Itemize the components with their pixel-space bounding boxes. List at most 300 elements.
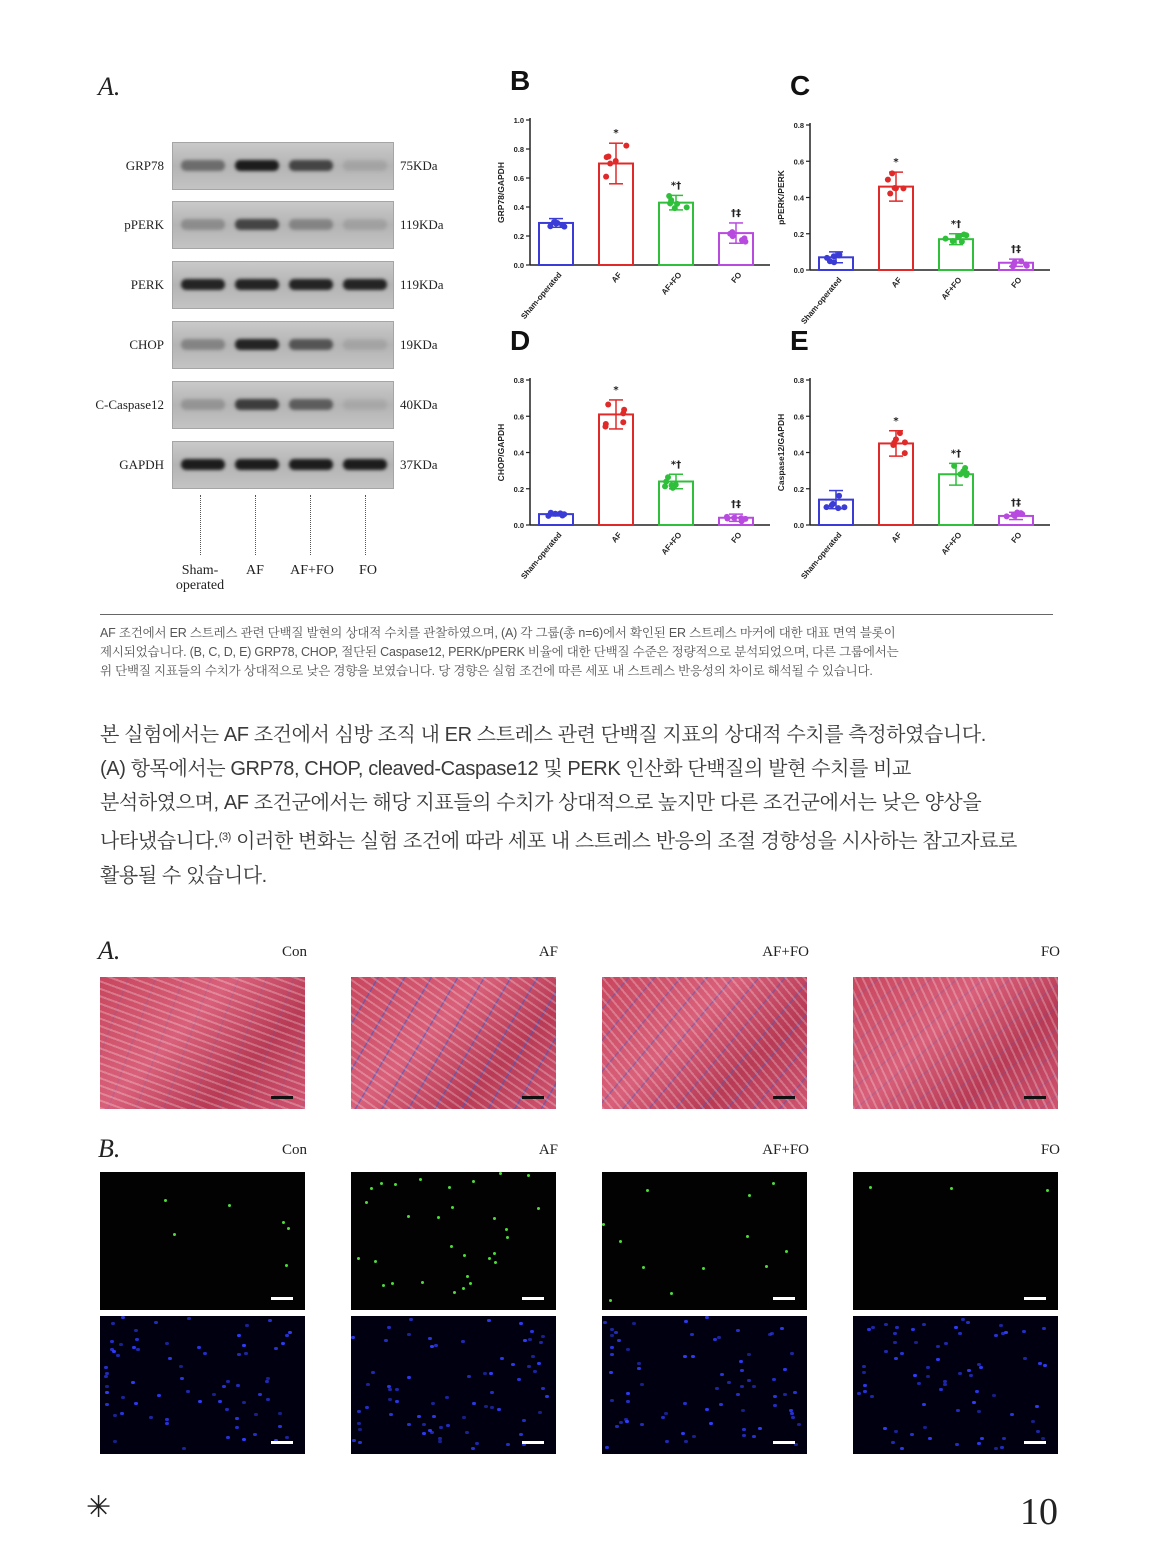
nucleus-spot (741, 1409, 745, 1412)
nucleus-spot (1042, 1327, 1046, 1330)
nucleus-spot (462, 1416, 466, 1419)
fluor-spot (448, 1186, 451, 1189)
trichrome-image (100, 977, 305, 1109)
nucleus-spot (357, 1410, 361, 1413)
data-point (602, 424, 608, 430)
fluor-spot (164, 1199, 167, 1202)
data-point (603, 174, 609, 180)
fluor-spot (421, 1281, 424, 1284)
blot-band (343, 399, 387, 410)
significance-marker: * (613, 384, 619, 396)
fluor-spot (1046, 1189, 1049, 1192)
significance-marker: †‡ (1011, 497, 1021, 509)
tunel-image (602, 1172, 807, 1310)
nucleus-spot (936, 1358, 940, 1361)
nucleus-spot (961, 1318, 965, 1321)
fluor-spot (746, 1235, 749, 1238)
nucleus-spot (539, 1341, 543, 1344)
body-paragraph: 본 실험에서는 AF 조건에서 심방 조직 내 ER 스트레스 관련 단백질 지표의 상대적 수치를 측정하였습니다. (A) 항목에서는 GRP78, CHOP, cleaved-Caspase12 및 PERK 인산화 단백질의 발현 수치를 비교 분석하였으며, AF 조건군에서는 해당 지표들의 수치가 상대적으로 높지만 다른 조건군에서는 낮은 양상을 나타냈습니다.$^{(3)}$ 이러한 변화는 실험 조건에 따라 세포 내 스트레스 반응의 조절 경향성을 시사하는 참고자료로 활용될 수 있습니다. (100, 724, 1017, 887)
nucleus-spot (736, 1393, 740, 1396)
nucleus-spot (527, 1365, 531, 1368)
dapi-image (100, 1316, 305, 1454)
fluor-spot (785, 1250, 788, 1253)
nucleus-spot (434, 1344, 438, 1347)
data-point (557, 510, 563, 516)
data-point (887, 190, 893, 196)
nucleus-spot (783, 1368, 787, 1371)
bar (599, 414, 633, 525)
nucleus-spot (999, 1324, 1003, 1327)
trichrome-image (351, 977, 556, 1109)
y-tick-label: 0.8 (793, 376, 804, 385)
nucleus-spot (157, 1394, 161, 1397)
nucleus-spot (683, 1355, 687, 1358)
nucleus-spot (244, 1352, 248, 1355)
nucleus-spot (632, 1322, 636, 1325)
blot-band (181, 160, 225, 171)
blot-band (235, 399, 279, 410)
nucleus-spot (179, 1365, 183, 1368)
nucleus-spot (226, 1380, 230, 1383)
significance-marker: *† (950, 218, 962, 230)
scale-bar (522, 1297, 544, 1300)
nucleus-spot (977, 1363, 981, 1366)
data-point (674, 201, 680, 207)
fluor-spot (365, 1201, 368, 1204)
data-point (724, 515, 730, 521)
nucleus-spot (870, 1395, 874, 1398)
nucleus-spot (609, 1371, 613, 1374)
nucleus-spot (715, 1387, 719, 1390)
nucleus-spot (1002, 1437, 1006, 1440)
category-label: AF+FO (659, 530, 684, 557)
nucleus-spot (222, 1385, 226, 1388)
category-label: Sham-operated (519, 270, 564, 321)
y-tick-label: 0.0 (793, 266, 804, 275)
nucleus-spot (772, 1378, 776, 1381)
nucleus-spot (517, 1378, 521, 1381)
nucleus-spot (110, 1340, 114, 1343)
data-point (831, 259, 837, 265)
nucleus-spot (285, 1436, 289, 1439)
blot-band (289, 160, 333, 171)
fluor-spot (380, 1182, 383, 1185)
fluor-spot (391, 1282, 394, 1285)
nucleus-spot (366, 1383, 370, 1386)
fluor-spot (505, 1228, 508, 1231)
category-label: AF (609, 530, 624, 545)
blot-band (343, 339, 387, 350)
nucleus-spot (1022, 1330, 1026, 1333)
fluor-spot (646, 1189, 649, 1192)
blot-band (289, 279, 333, 290)
nucleus-spot (992, 1394, 996, 1397)
fig2-panel-b-label: B. (98, 1134, 121, 1163)
nucleus-spot (182, 1447, 186, 1450)
nucleus-spot (894, 1357, 898, 1360)
nucleus-spot (358, 1428, 362, 1431)
nucleus-spot (506, 1443, 510, 1446)
nucleus-spot (113, 1414, 117, 1417)
nucleus-spot (523, 1339, 527, 1342)
category-label: AF (889, 275, 904, 290)
blot-size-label: 19KDa (400, 337, 438, 352)
nucleus-spot (530, 1330, 534, 1333)
data-point (892, 185, 898, 191)
scale-bar (1024, 1297, 1046, 1300)
nucleus-spot (218, 1400, 222, 1403)
nucleus-spot (936, 1345, 940, 1348)
nucleus-spot (617, 1339, 621, 1342)
y-axis-label: pPERK/PERK (776, 170, 786, 225)
nucleus-spot (857, 1392, 861, 1395)
nucleus-spot (105, 1403, 109, 1406)
nucleus-spot (977, 1410, 981, 1413)
nucleus-spot (773, 1404, 777, 1407)
nucleus-spot (281, 1342, 285, 1345)
nucleus-spot (226, 1436, 230, 1439)
nucleus-spot (242, 1438, 246, 1441)
blot-band (235, 160, 279, 171)
fluor-spot (282, 1221, 285, 1224)
significance-marker: †‡ (731, 207, 741, 219)
blot-band (235, 279, 279, 290)
blot-size-label: 37KDa (400, 457, 438, 472)
blot-protein-label: PERK (130, 277, 164, 292)
nucleus-spot (895, 1326, 899, 1329)
tunel-image (100, 1172, 305, 1310)
histo-group-label: AF+FO (762, 944, 809, 960)
nucleus-spot (278, 1425, 282, 1428)
nucleus-spot (388, 1398, 392, 1401)
bar (539, 223, 573, 265)
nucleus-spot (943, 1383, 947, 1386)
fluor-spot (772, 1182, 775, 1185)
data-point (559, 222, 565, 228)
nucleus-spot (883, 1427, 887, 1430)
fluor-spot (537, 1207, 540, 1210)
nucleus-spot (237, 1334, 241, 1337)
nucleus-spot (105, 1391, 109, 1394)
fluor-spot (602, 1223, 605, 1226)
nucleus-spot (619, 1421, 623, 1424)
nucleus-spot (640, 1383, 644, 1386)
nucleus-spot (709, 1422, 713, 1425)
nucleus-spot (692, 1435, 696, 1438)
nucleus-spot (242, 1401, 246, 1404)
nucleus-spot (484, 1405, 488, 1408)
nucleus-spot (863, 1390, 867, 1393)
nucleus-spot (537, 1362, 541, 1365)
lane-label-af: AF (246, 563, 264, 578)
blot-strip (172, 441, 394, 489)
nucleus-spot (165, 1418, 169, 1421)
fluor-spot (451, 1206, 454, 1209)
fluor-spot (869, 1186, 872, 1189)
dapi-image (853, 1316, 1058, 1454)
nucleus-spot (519, 1433, 523, 1436)
data-point (1024, 263, 1030, 269)
fluor-spot (527, 1174, 530, 1177)
fluor-spot (702, 1267, 705, 1270)
nucleus-spot (994, 1334, 998, 1337)
data-point (951, 463, 957, 469)
significance-marker: * (893, 157, 899, 169)
nucleus-spot (197, 1346, 201, 1349)
nucleus-spot (422, 1423, 426, 1426)
nucleus-spot (1031, 1420, 1035, 1423)
nucleus-spot (980, 1437, 984, 1440)
nucleus-spot (483, 1372, 487, 1375)
nucleus-spot (717, 1336, 721, 1339)
fluor-spot (609, 1299, 612, 1302)
caption-line: AF 조건에서 ER 스트레스 관련 단백질 발현의 상대적 수치를 관찰하였으며, (A) 각 그룹(총 n=6)에서 확인된 ER 스트레스 마커에 대한 대표 면역 블롯이 (100, 626, 896, 640)
fluor-spot (748, 1194, 751, 1197)
bar-charts-panel (490, 65, 1080, 605)
nucleus-spot (472, 1402, 476, 1405)
nucleus-spot (198, 1400, 202, 1403)
nucleus-spot (134, 1402, 138, 1405)
nucleus-spot (422, 1432, 426, 1435)
category-label: AF+FO (659, 270, 684, 297)
nucleus-spot (265, 1380, 269, 1383)
nucleus-spot (268, 1319, 272, 1322)
scale-bar (773, 1297, 795, 1300)
nucleus-spot (913, 1374, 917, 1377)
data-point (1018, 510, 1024, 516)
blot-band (289, 399, 333, 410)
nucleus-spot (626, 1348, 630, 1351)
fluor-spot (469, 1282, 472, 1285)
nucleus-spot (538, 1411, 542, 1414)
nucleus-spot (994, 1447, 998, 1450)
nucleus-spot (387, 1326, 391, 1329)
nucleus-spot (922, 1323, 926, 1326)
nucleus-spot (371, 1371, 375, 1374)
data-point (731, 515, 737, 521)
nucleus-spot (944, 1342, 948, 1345)
nucleus-spot (747, 1353, 751, 1356)
nucleus-spot (891, 1441, 895, 1444)
nucleus-spot (900, 1352, 904, 1355)
histo-group-label: Con (281, 944, 307, 960)
nucleus-spot (780, 1327, 784, 1330)
nucleus-spot (545, 1395, 549, 1398)
histo-group-label: Con (281, 1142, 307, 1158)
nucleus-spot (186, 1390, 190, 1393)
blot-band (181, 219, 225, 230)
nucleus-spot (894, 1430, 898, 1433)
fluor-spot (506, 1236, 509, 1239)
data-point (605, 401, 611, 407)
nucleus-spot (926, 1375, 930, 1378)
blot-protein-label: CHOP (129, 337, 164, 352)
fluor-spot (394, 1183, 397, 1186)
scale-bar (522, 1441, 544, 1444)
nucleus-spot (1023, 1357, 1027, 1360)
scale-bar (271, 1297, 293, 1300)
nucleus-spot (615, 1425, 619, 1428)
blot-strip (172, 201, 394, 249)
nucleus-spot (610, 1346, 614, 1349)
nucleus-spot (531, 1355, 535, 1358)
nucleus-spot (446, 1424, 450, 1427)
lane-label-sham: Sham- operated (175, 563, 225, 593)
significance-marker: †‡ (1011, 244, 1021, 256)
chart-panel-letter: B (510, 65, 531, 96)
nucleus-spot (975, 1390, 979, 1393)
nucleus-spot (111, 1322, 115, 1325)
page-number: 10 (1020, 1491, 1058, 1533)
data-point (900, 185, 906, 191)
nucleus-spot (165, 1342, 169, 1345)
fluor-spot (407, 1215, 410, 1218)
nucleus-spot (863, 1384, 867, 1387)
nucleus-spot (681, 1432, 685, 1435)
nucleus-spot (136, 1348, 140, 1351)
nucleus-spot (438, 1440, 442, 1443)
nucleus-spot (783, 1393, 787, 1396)
caption-line: 위 단백질 지표들의 수치가 상대적으로 낮은 경향을 보였습니다. 당 경향은 실험 조건에 따른 세포 내 스트레스 반응성의 차이로 해석될 수 있습니다. (100, 664, 873, 678)
nucleus-spot (979, 1366, 983, 1369)
data-point (613, 158, 619, 164)
blot-band (235, 339, 279, 350)
data-point (620, 410, 626, 416)
nucleus-spot (790, 1412, 794, 1415)
nucleus-spot (465, 1431, 469, 1434)
nucleus-spot (603, 1321, 607, 1324)
nucleus-spot (665, 1440, 669, 1443)
category-label: FO (1009, 275, 1024, 290)
category-label: FO (1009, 530, 1024, 545)
nucleus-spot (954, 1326, 958, 1329)
fluor-spot (619, 1240, 622, 1243)
nucleus-spot (691, 1355, 695, 1358)
y-tick-label: 0.6 (793, 412, 804, 422)
nucleus-spot (432, 1415, 436, 1418)
data-point (662, 483, 668, 489)
nucleus-spot (274, 1347, 278, 1350)
data-point (824, 255, 830, 261)
y-tick-label: 1.0 (513, 116, 524, 125)
nucleus-spot (705, 1316, 709, 1319)
blot-size-label: 40KDa (400, 397, 438, 412)
nucleus-spot (705, 1408, 709, 1411)
scale-bar (1024, 1441, 1046, 1444)
nucleus-spot (1036, 1430, 1040, 1433)
nucleus-spot (690, 1333, 694, 1336)
data-point (902, 439, 908, 445)
trichrome-image (602, 977, 807, 1109)
nucleus-spot (625, 1420, 629, 1423)
nucleus-spot (409, 1318, 413, 1321)
nucleus-spot (121, 1396, 125, 1399)
nucleus-spot (610, 1399, 614, 1402)
chart-panel-letter: E (790, 325, 809, 356)
data-point (897, 430, 903, 436)
nucleus-spot (511, 1363, 515, 1366)
fluor-spot (370, 1187, 373, 1190)
nucleus-spot (910, 1433, 914, 1436)
nucleus-spot (1000, 1446, 1004, 1449)
nucleus-spot (966, 1321, 970, 1324)
data-point (950, 238, 956, 244)
nucleus-spot (235, 1417, 239, 1420)
blot-band (235, 459, 279, 470)
histo-group-label: AF (538, 1142, 558, 1158)
nucleus-spot (212, 1393, 216, 1396)
nucleus-spot (900, 1447, 904, 1450)
nucleus-spot (236, 1384, 240, 1387)
blot-band (343, 219, 387, 230)
data-point (824, 504, 830, 510)
scale-bar (271, 1096, 293, 1099)
category-label: AF (609, 270, 624, 285)
nucleus-spot (489, 1372, 493, 1375)
nucleus-spot (541, 1335, 545, 1338)
nucleus-spot (104, 1366, 108, 1369)
nucleus-spot (1041, 1437, 1045, 1440)
fluor-spot (493, 1217, 496, 1220)
data-point (829, 502, 835, 508)
nucleus-spot (664, 1412, 668, 1415)
nucleus-spot (928, 1437, 932, 1440)
nucleus-spot (134, 1329, 138, 1332)
nucleus-spot (105, 1385, 109, 1388)
caption-line: 제시되었습니다. (B, C, D, E) GRP78, CHOP, 절단된 Caspase12, PERK/pPERK 비율에 대한 단백질 수준은 정량적으로 분석되었으며, 다른 그룹에서는 (100, 645, 899, 659)
blot-band (181, 279, 225, 290)
y-tick-label: 0.6 (793, 157, 804, 167)
nucleus-spot (972, 1401, 976, 1404)
nucleus-spot (661, 1416, 665, 1419)
nucleus-spot (923, 1426, 927, 1429)
blot-band (343, 459, 387, 470)
nucleus-spot (357, 1422, 361, 1425)
fluor-spot (463, 1254, 466, 1257)
data-point (1012, 513, 1018, 519)
data-point (665, 474, 671, 480)
y-tick-label: 0.0 (793, 521, 804, 530)
nucleus-spot (922, 1403, 926, 1406)
nucleus-spot (862, 1365, 866, 1368)
nucleus-spot (358, 1441, 362, 1444)
nucleus-spot (522, 1419, 526, 1422)
nucleus-spot (862, 1371, 866, 1374)
blot-band (289, 219, 333, 230)
y-tick-label: 0.4 (793, 193, 804, 203)
nucleus-spot (154, 1321, 158, 1324)
nucleus-spot (235, 1426, 239, 1429)
fluor-spot (488, 1257, 491, 1260)
nucleus-spot (955, 1443, 959, 1446)
scale-bar (1024, 1096, 1046, 1099)
significance-marker: *† (670, 459, 682, 471)
y-tick-label: 0.6 (513, 412, 524, 422)
fluor-spot (374, 1260, 377, 1263)
fluor-spot (285, 1264, 288, 1267)
nucleus-spot (395, 1388, 399, 1391)
scale-bar (271, 1441, 293, 1444)
nucleus-spot (407, 1333, 411, 1336)
tunel-image (351, 1172, 556, 1310)
blot-protein-label: GAPDH (119, 457, 164, 472)
blot-size-label: 119KDa (400, 277, 444, 292)
nucleus-spot (719, 1403, 723, 1406)
nucleus-spot (253, 1433, 257, 1436)
nucleus-spot (113, 1440, 117, 1443)
blot-band (343, 160, 387, 171)
nucleus-spot (610, 1334, 614, 1337)
